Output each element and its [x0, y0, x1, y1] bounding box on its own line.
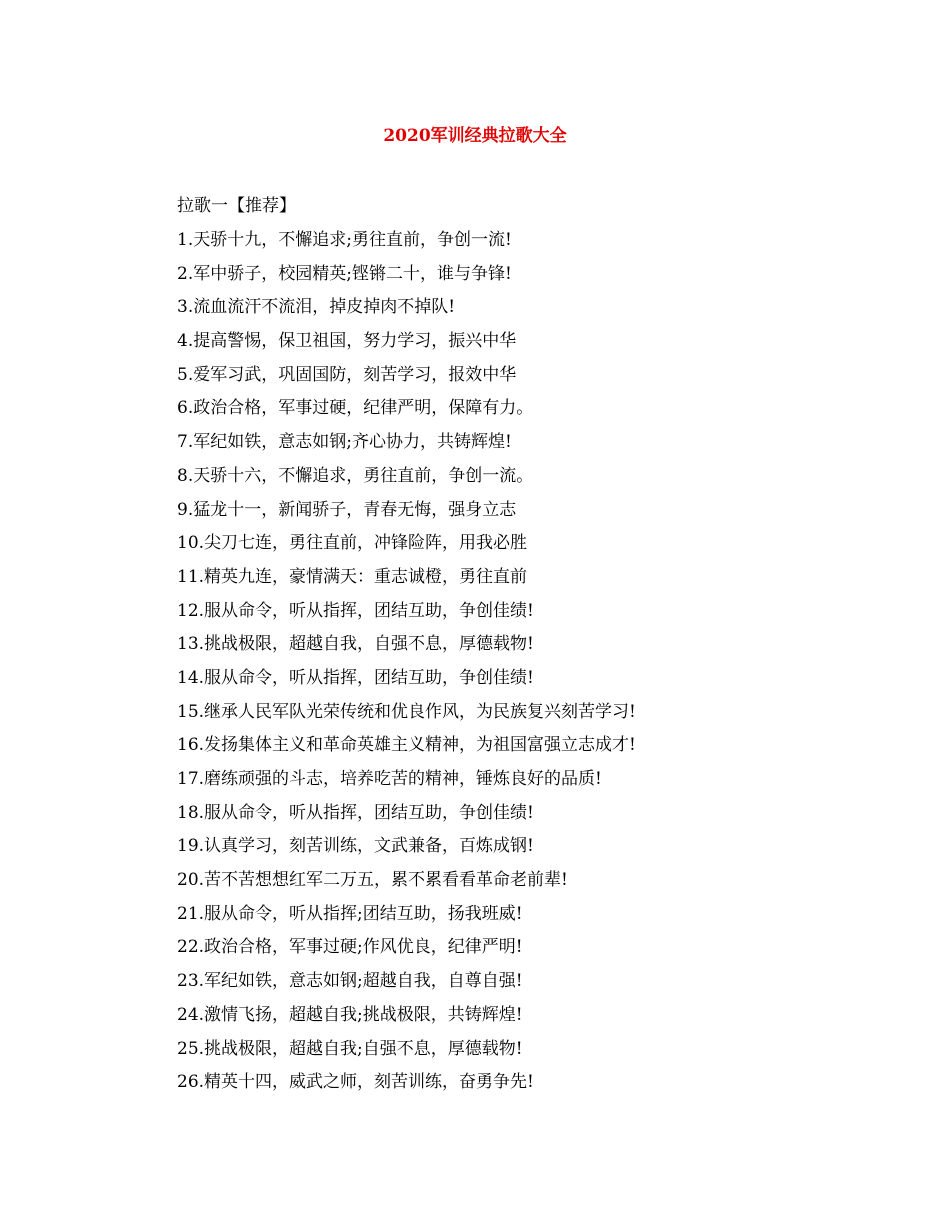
list-item: 25.挑战极限，超越自我;自强不息，厚德载物!: [177, 1038, 523, 1059]
list-item: 16.发扬集体主义和革命英雄主义精神，为祖国富强立志成才!: [177, 735, 636, 756]
list-item: 11.精英九连，豪情满天：重志诚橙，勇往直前: [177, 566, 528, 587]
list-item: 12.服从命令，听从指挥，团结互助，争创佳绩!: [177, 600, 534, 621]
list-item: 15.继承人民军队光荣传统和优良作风，为民族复兴刻苦学习!: [177, 701, 636, 722]
list-item: 13.挑战极限，超越自我，自强不息，厚德载物!: [177, 634, 534, 655]
slogan-list: [177, 228, 897, 1094]
list-item: 14.服从命令，听从指挥，团结互助，争创佳绩!: [177, 667, 534, 688]
list-item: 20.苦不苦想想红军二万五，累不累看看革命老前辈!: [177, 870, 568, 891]
section-heading: 拉歌一【推荐】: [177, 196, 296, 216]
list-item: 5.爱军习武，巩固国防，刻苦学习，报效中华: [177, 364, 517, 385]
list-item: 24.激情飞扬，超越自我;挑战极限，共铸辉煌!: [177, 1004, 523, 1025]
list-item: 2.军中骄子，校园精英;铿锵二十，谁与争锋!: [177, 263, 512, 284]
document-body: [177, 194, 897, 1104]
list-item: 21.服从命令，听从指挥;团结互助，扬我班威!: [177, 903, 523, 924]
list-item: 8.天骄十六，不懈追求，勇往直前，争创一流。: [177, 465, 534, 486]
list-item: 7.军纪如铁，意志如钢;齐心协力，共铸辉煌!: [177, 432, 512, 453]
list-item: 26.精英十四，威武之师，刻苦训练，奋勇争先!: [177, 1072, 534, 1093]
list-item: 19.认真学习，刻苦训练，文武兼备，百炼成钢!: [177, 836, 534, 857]
list-item: 17.磨练顽强的斗志，培养吃苦的精神，锤炼良好的品质!: [177, 769, 602, 789]
list-item: 6.政治合格，军事过硬，纪律严明，保障有力。: [177, 398, 534, 419]
list-item: 22.政治合格，军事过硬;作风优良，纪律严明!: [177, 937, 523, 958]
list-item: 9.猛龙十一，新闻骄子，青春无悔，强身立志: [177, 499, 517, 520]
list-item: 4.提高警惕，保卫祖国，努力学习，振兴中华: [177, 331, 517, 352]
list-item: 10.尖刀七连，勇往直前，冲锋险阵，用我必胜: [177, 533, 528, 554]
document-title: 2020军训经典拉歌大全: [383, 126, 567, 146]
list-item: 3.流血流汗不流泪，掉皮掉肉不掉队!: [177, 297, 456, 318]
list-item: 1.天骄十九，不懈追求;勇往直前，争创一流!: [177, 230, 512, 250]
list-item: 23.军纪如铁，意志如钢;超越自我，自尊自强!: [177, 971, 523, 992]
list-item: 18.服从命令，听从指挥，团结互助，争创佳绩!: [177, 802, 534, 823]
